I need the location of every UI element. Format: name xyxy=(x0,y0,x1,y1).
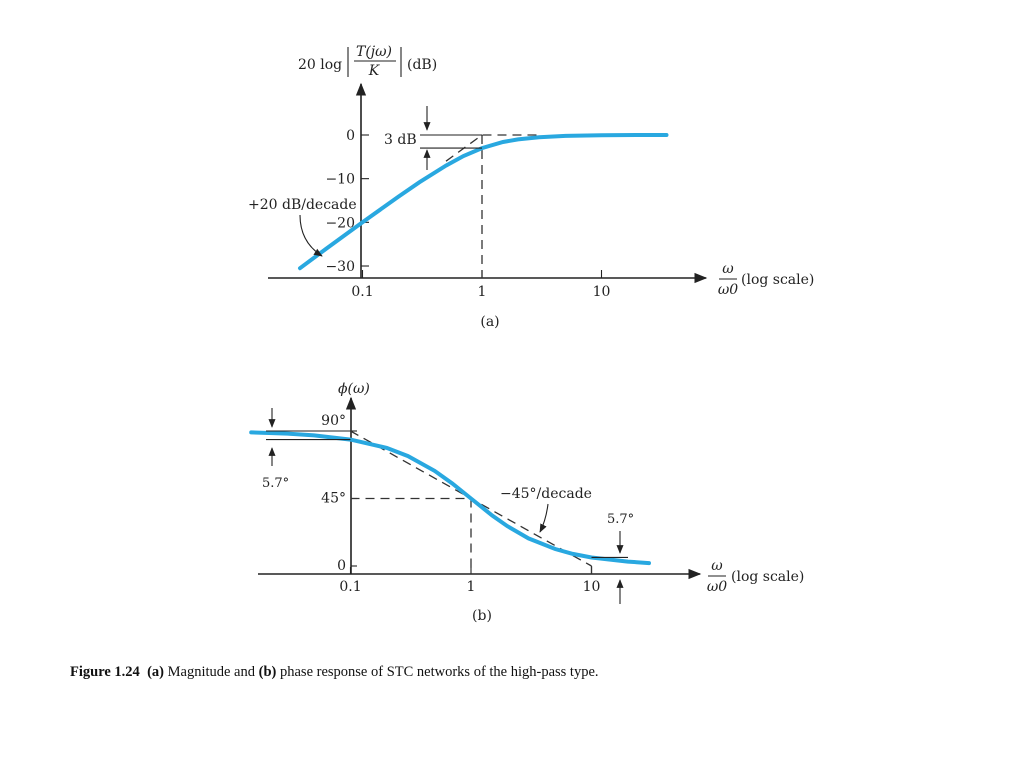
x-tick-label: 1 xyxy=(466,579,476,595)
phase-xlabel-denominator: ω0 xyxy=(706,579,728,595)
right-deviation-label: 5.7° xyxy=(607,512,635,527)
phase-xlabel-numerator: ω xyxy=(711,558,723,574)
phase-slope-annotation xyxy=(500,486,592,532)
y-tick-label: 0 xyxy=(346,128,355,144)
slope-label: +20 dB/decade xyxy=(248,197,357,213)
caption-text-2: phase response of STC networks of the high-pass type. xyxy=(279,664,599,680)
three-db-annotation xyxy=(384,106,482,170)
xlabel-suffix: (log scale) xyxy=(741,272,815,288)
y-tick-label: 90° xyxy=(321,413,346,429)
ylabel-denominator: K xyxy=(368,63,380,79)
phase-xlabel-suffix: (log scale) xyxy=(731,569,805,585)
y-tick-label: −20 xyxy=(325,215,355,232)
slope-arrow xyxy=(300,215,322,256)
magnitude-plot xyxy=(248,44,814,330)
phase-x-ticks xyxy=(339,567,600,595)
xlabel-numerator: ω xyxy=(722,261,734,277)
x-tick-label: 0.1 xyxy=(339,579,362,595)
y-tick-label: 45° xyxy=(321,490,346,507)
magnitude-x-ticks xyxy=(351,270,610,300)
magnitude-x-label xyxy=(718,261,815,298)
phase-slope-label: −45°/decade xyxy=(500,486,592,502)
phase-x-label xyxy=(707,558,805,595)
left-deviation-label: 5.7° xyxy=(262,476,290,491)
panel-a-label: (a) xyxy=(480,314,500,330)
figure-caption xyxy=(70,664,599,681)
x-tick-label: 0.1 xyxy=(351,284,374,300)
panel-b-label: (b) xyxy=(472,608,492,624)
x-tick-label: 10 xyxy=(592,284,611,300)
phase-plot xyxy=(251,381,804,624)
three-db-label: 3 dB xyxy=(384,132,417,148)
xlabel-denominator: ω0 xyxy=(717,282,739,298)
phase-slope-arrow xyxy=(540,504,548,532)
y-tick-label: −10 xyxy=(325,171,355,188)
ylabel-prefix: 20 log xyxy=(298,57,343,73)
magnitude-axis-label xyxy=(298,44,437,79)
x-tick-label: 10 xyxy=(582,579,601,595)
caption-figure-number: Figure 1.24 xyxy=(70,664,140,680)
caption-text-1: Magnitude and xyxy=(167,664,255,680)
ylabel-unit: (dB) xyxy=(407,57,438,73)
y-tick-label: 0 xyxy=(337,558,346,574)
caption-b: (b) xyxy=(258,664,277,680)
x-tick-label: 1 xyxy=(477,284,487,300)
ylabel-numerator: T(jω) xyxy=(355,44,393,60)
phase-axis-label: ϕ(ω) xyxy=(338,381,370,397)
y-tick-label: −30 xyxy=(325,259,355,276)
caption-a: (a) xyxy=(147,664,164,680)
